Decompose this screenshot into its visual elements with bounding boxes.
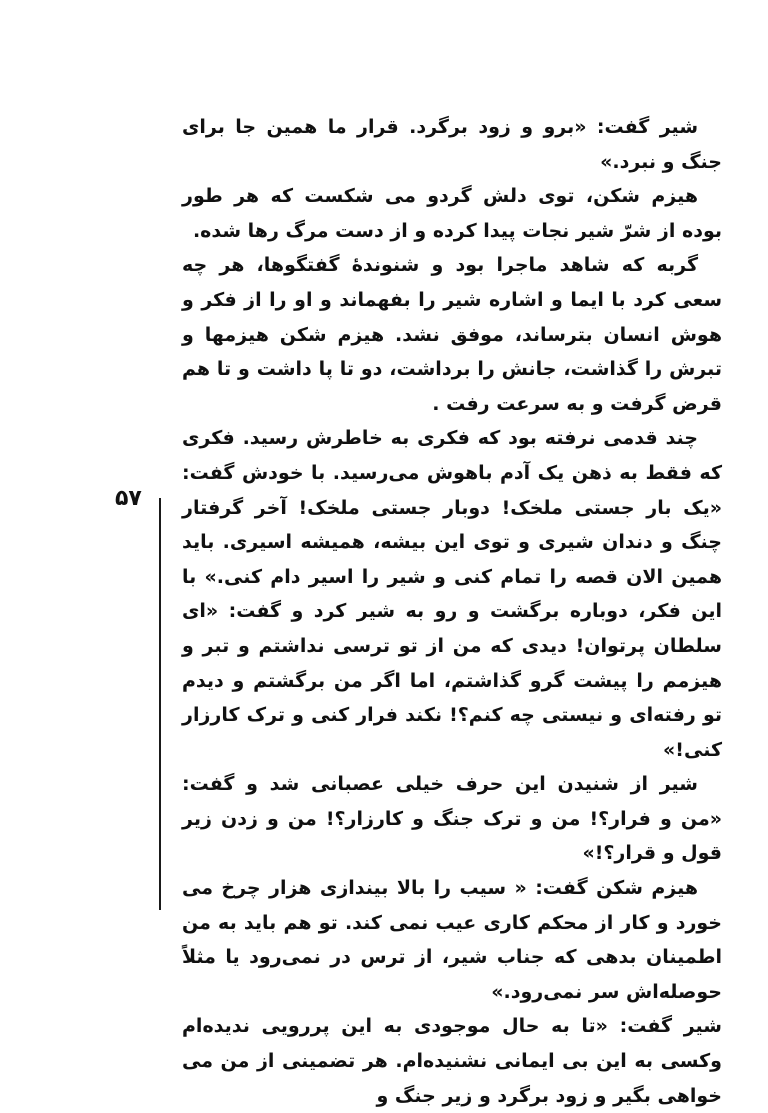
paragraph: هیزم شکن، توی دلش گردو می شکست که هر طور بوده از شرّ شیر نجات پیدا کرده و از دست مرگ رها شده. <box>182 185 722 242</box>
page-number: ۵۷ <box>115 486 142 511</box>
paragraph: شیر گفت: «تا به حال موجودی به این پررویی ندیده‌ام وکسی به این بی ایمانی نشنیده‌ام. هر تضمینی از من می خواهی بگیر و زود برگرد و زیر جنگ و <box>182 1015 722 1107</box>
paragraph: گربه که شاهد ماجرا بود و شنوندۀ گفتگوها، هر چه سعی کرد با ایما و اشاره شیر را بفهماند و او را از فکر و هوش انسان بترساند، موفق نشد. هیزم شکن هیزمها و تبرش را گذاشت، جانش را برداشت، دو تا پا داشت و تا هم قرض گرفت و به سرعت رفت . <box>182 254 722 415</box>
body-text <box>182 110 722 1113</box>
paragraph: چند قدمی نرفته بود که فکری به خاطرش رسید. فکری که فقط به ذهن یک آدم باهوش می‌رسید. با خودش گفت: «یک بار جستی ملخک! دوبار جستی ملخک! آخر گرفتار چنگ و دندان شیری و توی این بیشه، همیشه اسیری. باید همین الان قصه را تمام کنی و شیر را اسیر دام کنی.» با این فکر، دوباره برگشت و رو به شیر کرد و گفت: «ای سلطان پرتوان! دیدی که من از تو ترسی نداشتم و تبر و هیزمم را پیشت گرو گذاشتم، اما اگر من برگشتم و دیدم تو رفته‌ای و نیستی چه کنم؟! نکند فرار کنی و ترک کارزار کنی!» <box>182 427 722 761</box>
paragraph: شیر گفت: «برو و زود برگرد. قرار ما همین جا برای جنگ و نبرد.» <box>182 116 722 173</box>
paragraph: هیزم شکن گفت: « سیب را بالا بیندازی هزار چرخ می خورد و کار از محکم کاری عیب نمی کند. تو هم باید به من اطمینان بدهی که جناب شیر، از ترس در نمی‌رود یا مثلاً حوصله‌اش سر نمی‌رود.» <box>182 877 722 1003</box>
margin-rule <box>159 498 161 910</box>
paragraph: شیر از شنیدن این حرف خیلی عصبانی شد و گفت: «من و فرار؟! من و ترک جنگ و کارزار؟! من و زدن زیر قول و قرار؟!» <box>182 773 722 865</box>
